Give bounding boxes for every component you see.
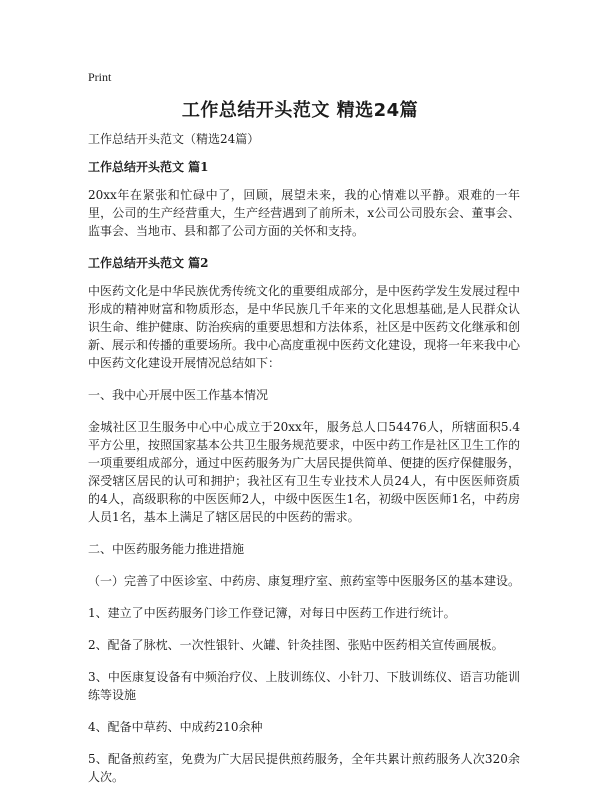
print-link[interactable]: Print (88, 70, 112, 84)
section-1-heading: 工作总结开头范文 篇1 (88, 160, 209, 174)
section-2-subheading: 一、我中心开展中医工作基本情况 (88, 388, 269, 402)
section-2-paragraph: 中医药文化是中华民族优秀传统文化的重要组成部分，是中医药学发生发展过程中形成的精神财富和物质形态，是中华民族几千年来的文化思想基础,是人民群众认识生命、维护健康、防治疾病的重要思想和方法体系，社区是中医药文化继承和创新、展示和传播的重要场所。我中心高度重视中医药文化建设，现将一年来我中心中医药文化建设开展情况总结如下： (88, 284, 521, 370)
section-2-heading: 工作总结开头范文 篇2 (88, 256, 209, 270)
intro-line: 工作总结开头范文（精选24篇） (88, 132, 260, 146)
section-1-paragraph: 20xx年在紧张和忙碌中了，回顾，展望未来，我的心情难以平静。艰难的一年里，公司的生产经营重大，生产经营遇到了前所未，x公司公司股东会、董事会、监事会、当地市、县和都了公司方面的关怀和支持。 (88, 188, 520, 238)
section-2-subheading: 二、中医药服务能力推进措施 (88, 542, 245, 556)
section-2-paragraph: 金城社区卫生服务中心中心成立于20xx年，服务总人口54476人，所辖面积5.4平方公里，按照国家基本公共卫生服务规范要求，中医中药工作是社区卫生工作的一项重要组成部分，通过中医药服务为广大居民提供简单、便捷的医疗保健服务，深受辖区居民的认可和拥护；我社区有卫生专业技术人员24人，有中医医师资质的4人，高级职称的中医医师2人，中级中医医生1名，初级中医医师1名，中药房人员1名，基本上满足了辖区居民的中医药的需求。 (88, 420, 521, 524)
section-2-list-item: 2、配备了脉枕、一次性银针、火罐、针灸挂图、张贴中医药相关宣传画展板。 (88, 638, 504, 652)
section-2-list-item: （一）完善了中医诊室、中药房、康复理疗室、煎药室等中医服务区的基本建设。 (88, 574, 521, 588)
section-2-list-item: 4、配备中草药、中成药210余种 (88, 720, 263, 734)
section-2-list-item: 3、中医康复设备有中频治疗仪、上肢训练仪、小针刀、下肢训练仪、语言功能训练等设施 (88, 670, 520, 702)
page-title: 工作总结开头范文 精选24篇 (181, 100, 419, 121)
document-body (88, 130, 520, 800)
section-2-list-item: 1、建立了中医药服务门诊工作登记簿，对每日中医药工作进行统计。 (88, 606, 456, 620)
section-2-list-item: 5、配备煎药室，免费为广大居民提供煎药服务，全年共累计煎药服务人次320余人次。 (88, 752, 520, 784)
